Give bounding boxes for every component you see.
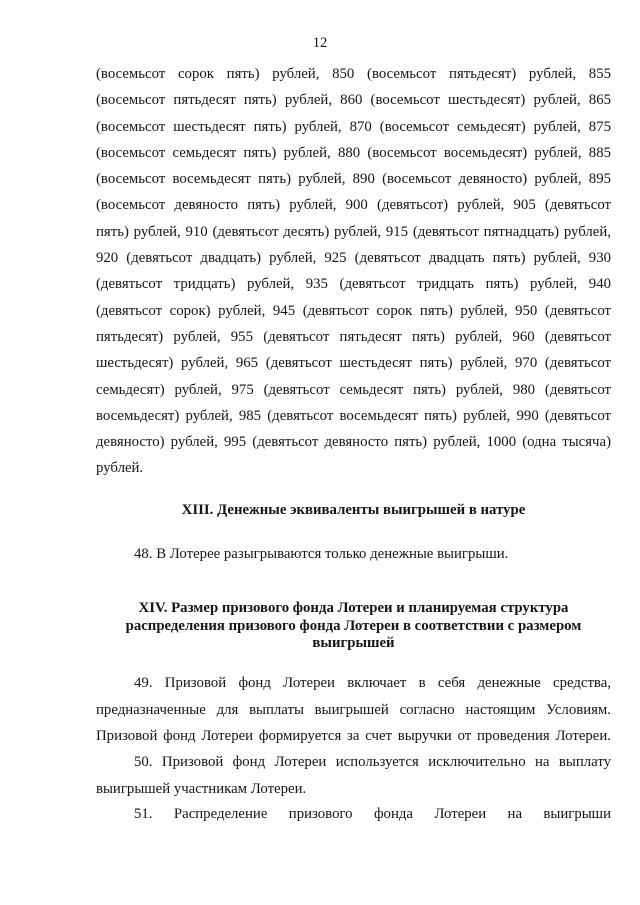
text-line: пятьдесят) рублей, 955 (девятьсот пятьдесят пять) рублей, 960 (девятьсот (96, 328, 611, 345)
heading-line: распределения призового фонда Лотереи в соответствии с размером (125, 617, 582, 634)
text-line: шестьдесят) рублей, 965 (девятьсот шестьдесят пять) рублей, 970 (девятьсот (96, 355, 611, 372)
paragraph-50 (96, 749, 611, 802)
text-line: 51. Распределение призового фонда Лотереи на выигрыши (134, 806, 611, 822)
paragraph-51 (96, 801, 611, 828)
text-line: (восемьсот девяносто пять) рублей, 900 (девятьсот) рублей, 905 (девятьсот (96, 197, 611, 214)
text-line: (девятьсот сорок) рублей, 945 (девятьсот сорок пять) рублей, 950 (девятьсот (96, 302, 611, 319)
text-line: восемьдесят) рублей, 985 (девятьсот восемьдесят пять) рублей, 990 (девятьсот (96, 407, 611, 424)
page-number: 12 (312, 35, 328, 51)
text-line: 50. Призовой фонд Лотереи используется исключительно на выплату (134, 754, 611, 770)
heading-line: выигрышей (312, 635, 395, 651)
paragraph-48: 48. В Лотерее разыгрываются только денежные выигрыши. (134, 546, 509, 562)
text-line: девяносто) рублей, 995 (девятьсот девяносто пять) рублей, 1000 (одна тысяча) (96, 434, 611, 451)
heading-line: XIV. Размер призового фонда Лотереи и планируемая структура (138, 600, 569, 616)
text-line: (восемьсот восемьдесят пять) рублей, 890 (восемьсот девяносто) рублей, 895 (96, 171, 611, 188)
text-line: рублей. (96, 460, 144, 477)
text-line: (восемьсот сорок пять) рублей, 850 (восемьсот пятьдесят) рублей, 855 (96, 66, 611, 82)
text-line: 49. Призовой фонд Лотереи включает в себя денежные средства, (134, 675, 611, 691)
text-line: предназначенные для выплаты выигрышей согласно настоящим Условиям. (96, 701, 611, 718)
text-line: (восемьсот шестьдесят пять) рублей, 870 (восемьсот семьдесят) рублей, 875 (96, 118, 611, 135)
text-line: (восемьсот семьдесят пять) рублей, 880 (восемьсот восемьдесят) рублей, 885 (96, 144, 611, 161)
text-line: (восемьсот пятьдесят пять) рублей, 860 (восемьсот шестьдесят) рублей, 865 (96, 92, 611, 109)
text-line: семьдесят) рублей, 975 (девятьсот семьдесят пять) рублей, 980 (девятьсот (96, 381, 611, 398)
text-line: (девятьсот тридцать) рублей, 935 (девятьсот тридцать пять) рублей, 940 (96, 276, 611, 293)
section-heading-13: XIII. Денежные эквиваленты выигрышей в натуре (181, 502, 526, 518)
paragraph-49 (96, 670, 611, 750)
prize-amounts-paragraph (96, 61, 611, 482)
text-line: пять) рублей, 910 (девятьсот десять) рублей, 915 (девятьсот пятнадцать) рублей, (96, 223, 611, 240)
section-heading-14 (96, 600, 611, 653)
text-line: Призовой фонд Лотереи формируется за счет выручки от проведения Лотереи. (96, 728, 611, 744)
text-line: 920 (девятьсот двадцать) рублей, 925 (девятьсот двадцать пять) рублей, 930 (96, 250, 611, 267)
text-line: выигрышей участникам Лотереи. (96, 780, 307, 797)
